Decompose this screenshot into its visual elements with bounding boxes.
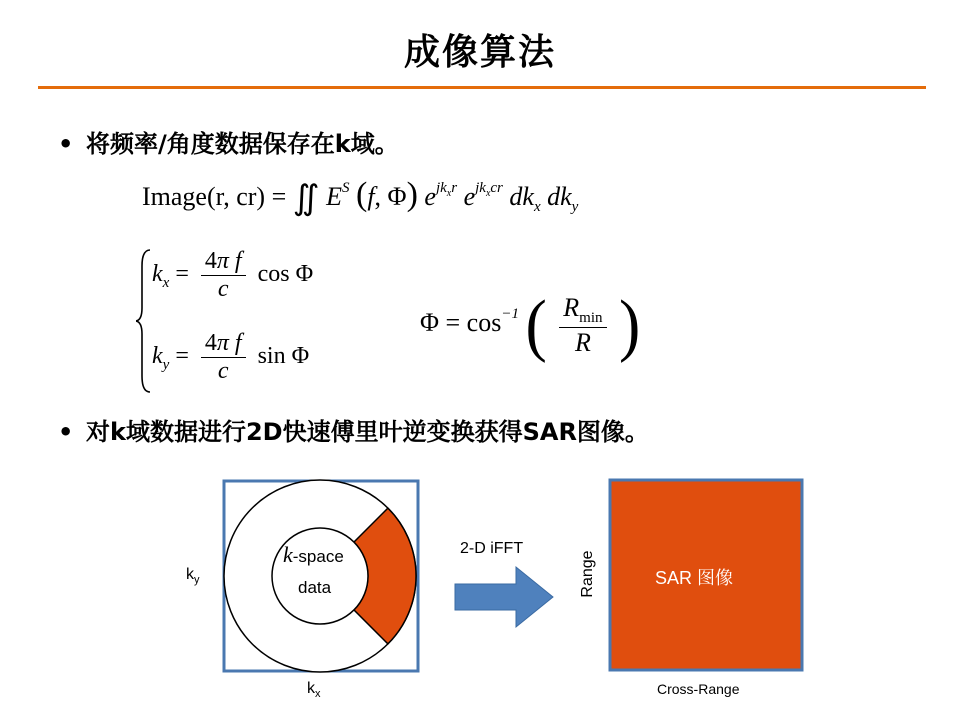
kx-label-sub: x — [315, 688, 321, 701]
ifft-label: 2-D iFFT — [460, 540, 524, 557]
image-equation: Image(r, cr) = ∬ $E^S$ (f, Φ) $e^{jk_xr}$ $e^{jk_xcr}$ $dk_x$ $dk_y$ — [142, 176, 579, 217]
kspace-label-line2: data — [298, 578, 332, 597]
kx-label-k: k — [307, 680, 315, 697]
bullet-dot: • — [58, 418, 74, 446]
image-equation-lhs: Image(r, cr) = — [142, 182, 287, 211]
phi-numerator: R — [563, 292, 580, 322]
phi-equation: $\Phi = \cos^{-1}$ ( $\frac{R_{min}}{R}$ ) — [420, 285, 641, 364]
ky-equation: $k_y$ = $\frac{\text{4π f}}{c}$ sin Φ — [152, 330, 310, 384]
ky-label-k: k — [186, 566, 194, 583]
phi-denominator: R — [574, 327, 591, 357]
cross-range-axis-label: Cross-Range — [657, 681, 740, 697]
ky-trig: sin Φ — [257, 343, 310, 370]
ky-axis-label — [186, 566, 200, 586]
range-axis-label: Range — [579, 550, 596, 598]
phi-lhs: Φ = cos — [420, 307, 502, 337]
kspace-label-rest: -space — [292, 547, 344, 566]
sar-image-label: SAR 图像 — [655, 568, 734, 588]
page-title: 成像算法 — [403, 32, 556, 73]
phi-numerator-sub: min — [579, 309, 603, 326]
kspace-label-line1 — [283, 542, 344, 568]
kx-equation: $k_x$ = $\frac{\text{4π f}}{c}$ cos Φ — [152, 248, 314, 302]
bullet-1-text: 将频率/角度数据保存在k域。 — [86, 130, 399, 158]
bullet-dot: • — [58, 130, 74, 158]
ifft-arrow — [455, 567, 553, 627]
kx-axis-label — [307, 680, 321, 700]
kspace-label-k: k — [283, 542, 293, 567]
bullet-2-text: 对k域数据进行2D快速傅里叶逆变换获得SAR图像。 — [86, 418, 649, 446]
ky-label-sub: y — [194, 574, 200, 587]
kx-trig: cos Φ — [257, 261, 314, 288]
